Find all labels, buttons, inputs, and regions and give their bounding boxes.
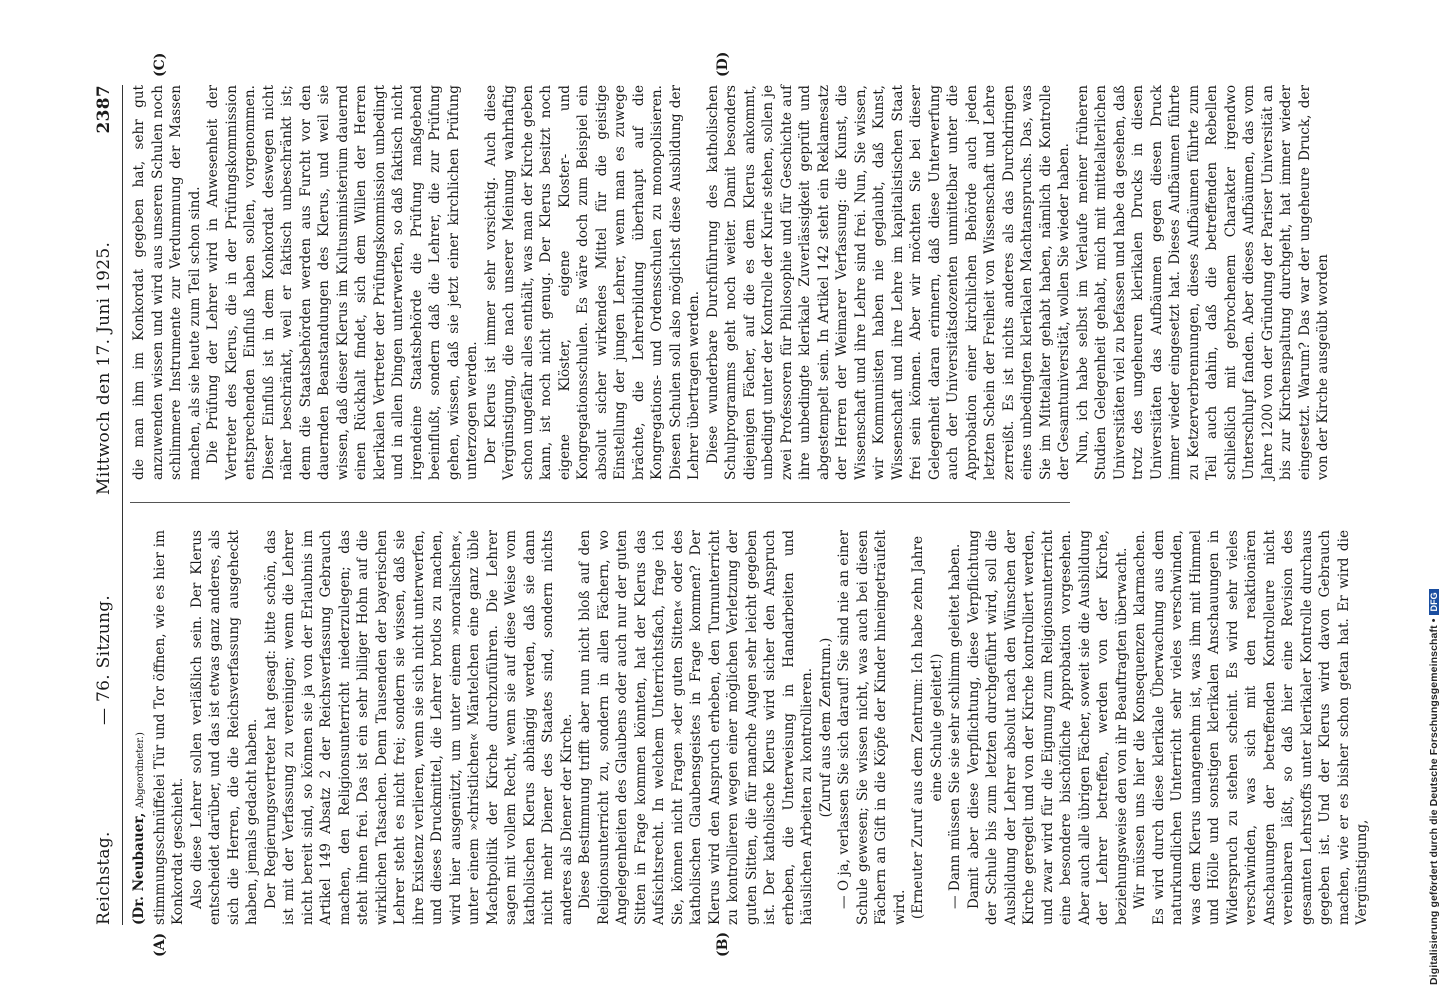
paragraph: Wir müssen uns hier die Konsequenzen klarmachen. Es wird durch diese klerikale Überwachung aus dem naturkundlichen Unterricht sehr vieles verschwinden, was dem Klerus unangenehm ist, was ihm mit Himmel und Hölle und sonstigen klerikalen Anschauungen in Widerspruch zu stehen scheint. Es wird sehr vieles verschwinden, was sich mit den reaktionären Anschauungen der betreffenden Kontrolleure nicht vereinbaren läßt, so daß hier eine Revision des gesamten Lehrstoffs unter klerikaler Kontrolle durchaus gegeben ist. Und der Klerus wird davon Gebrauch machen, wie er es bisher schon getan hat. Er wird die Vergünstigung, <box>1132 530 1370 925</box>
paragraph: Diese wunderbare Durchführung des katholischen Schulprogramms geht noch weiter. Damit besonders diejenigen Fächer, auf die es dem Klerus ankommt, unbedingt unter der Kontrolle der Kurie stehen, sollen je zwei Professoren für Philosophie und für Geschichte auf ihre unbedingte klerikale Zuverlässigkeit geprüft und abgestempelt sein. In Artikel 142 steht ein Reklamesatz der Herren der Weimarer Verfassung: die Kunst, die Wissenschaft und ihre Lehre sind frei. Nun, Sie wissen, wir Kommunisten haben nie geglaubt, daß Kunst, Wissenschaft und ihre Lehre im kapitalistischen Staat frei sein können. Aber wir möchten Sie bei dieser Gelegenheit daran erinnern, daß diese Unterwerfung auch der Universitätsdozenten unmittelbar unter die Approbation einer kirchlichen Behörde auch jeden letzten Schein der Freiheit von Wissenschaft und Lehre zerreißt. Es ist nichts anderes als das Durchdringen eines unbedingten klerikalen Machtanspruchs. Das, was Sie im Mittelalter gehabt haben, nämlich die Kontrolle der Gesamtuniversität, wollen Sie wieder haben. <box>704 85 1072 480</box>
margin-marker-b: (B) <box>715 931 731 957</box>
speaker-role: Abgeordneter.) <box>135 732 146 809</box>
rotated-page <box>90 51 1370 957</box>
speaker-line <box>130 530 151 925</box>
header-session <box>94 595 114 725</box>
paragraph: Der Klerus ist immer sehr vorsichtig. Auch diese Vergünstigung, die nach unserer Meinung wahrhaftig schon ungefähr alles enthält, was man der Kirche geben kann, ist noch nicht genug. Der Klerus besitzt noch eigene Klöster, eigene Kloster- und Kongregationsschulen. Es wäre doch zum Beispiel ein absolut sicher wirkendes Mittel für die geistige Einstellung der jungen Lehrer, wenn man es zuwege brächte, die Lehrerbildung überhaupt auf die Kongregations- und Ordensschulen zu monopolisieren. Diesen Schulen soll also möglichst diese Ausbildung der Lehrer übertragen werden. <box>482 85 702 480</box>
header-reichstag: Reichstag. <box>94 831 114 925</box>
credit-text: Digitalisierung gefördert durch die Deutsche Forschungsgemeinschaft • <box>1428 618 1440 985</box>
header-rule <box>122 85 123 925</box>
margin-marker-d: (D) <box>715 51 731 77</box>
header-session-number: 76. Sitzung. <box>94 594 114 702</box>
page-body <box>90 51 1370 957</box>
left-column <box>130 530 1372 925</box>
speaker-name: (Dr. Neubauer, <box>131 812 147 925</box>
interjection: (Erneuter Zuruf aus dem Zentrum: Ich habe zehn Jahre eine Schule geleitet!) <box>910 535 945 920</box>
margin-marker-c: (C) <box>152 52 168 77</box>
paragraph: Der Regierungsvertreter hat gesagt: bitte schön, das ist mit der Verfassung zu vereinigen; wenn die Lehrer nicht bereit sind, so können sie ja von der Erlaubnis im Artikel 149 Absatz 2 der Reichsverfassung Gebrauch machen, den Religionsunterricht niederzulegen; das steht ihnen frei. Das ist ein sehr billiger Hohn auf die wirklichen Tatsachen. Denn Tausenden der bayerischen Lehrer steht es nicht frei; sondern sie wissen, daß sie ihre Existenz verlieren, wenn sie sich nicht unterwerfen, und dieses Druckmittel, die Lehrer brotlos zu machen, wird hier ausgenützt, um unter einem »moralischen«, unter einem »christlichen« Mäntelchen eine ganz üble Machtpolitik der Kirche durchzuführen. Die Lehrer sagen mit vollem Recht, wenn sie auf diese Weise vom katholischen Klerus abhängig werden, daß sie dann nicht mehr Diener des Staates sind, sondern nichts anderes als Diener der Kirche. <box>262 530 575 925</box>
right-column <box>130 85 1333 480</box>
paragraph: Die Prüfung der Lehrer wird in Anwesenheit der Vertreter des Klerus, die in der Prüfungskommission entsprechenden Einfluß haben sollen, vorgenommen. Dieser Einfluß ist in dem Konkordat deswegen nicht näher beschränkt, weil er faktisch unbeschränkt ist; denn die Staatsbehörden werden aus Furcht vor den dauernden Beanstandungen des Klerus, und weil sie wissen, daß dieser Klerus im Kultusministerium dauernd einen Rückhalt findet, sich dem Willen der Herren klerikalen Vertreter der Prüfungskommission unbedingt und in allen Dingen unterwerfen, so daß faktisch nicht irgendeine Staatsbehörde die Prüfung maßgebend beeinflußt, sondern daß die Lehrer, die zur Prüfung gehen, wissen, daß sie jetzt einer kirchlichen Prüfung unterzogen werden. <box>205 85 480 480</box>
paragraph: Also diese Lehrer sollen verläßlich sein. Der Klerus entscheidet darüber, und das ist etwas ganz anderes, als sich die Herren, die die Reichsverfassung ausgeheckt haben, jemals gedacht haben. <box>188 530 260 925</box>
header-date: Mittwoch den 17. Juni 1925. <box>94 241 114 495</box>
paragraph: Damit aber diese Verpflichtung, diese Verpflichtung der Schule bis zum letzten durchgeführt wird, soll die Ausbildung der Lehrer absolut nach den Wünschen der Kirche geregelt und von der Kirche kontrolliert werden, und zwar wird für die Eignung zum Religionsunterricht eine besondere bischöfliche Approbation vorgesehen. Aber auch alle übrigen Fächer, soweit sie die Ausbildung der Lehrer betreffen, werden von der Kirche, beziehungsweise den von ihr Beauftragten überwacht. <box>965 530 1130 925</box>
header-dash: — <box>94 707 114 725</box>
paragraph: — O ja, verlassen Sie sich darauf! Sie sind nie an einer Schule gewesen; Sie wissen nicht, was auch bei diesen Fächern an Gift in die Köpfe der Kinder hineingeträufelt wird. <box>836 530 908 925</box>
dfg-logo: DFG <box>1429 589 1439 614</box>
paragraph: Diese Bestimmung trifft aber nun nicht bloß auf den Religionsunterricht zu, sondern in allen Fächern, wo Angelegenheiten des Glaubens oder auch nur der guten Sitten in Frage kommen könnten, hat der Klerus das Aufsichtsrecht. In welchem Unterrichtsfach, frage ich Sie, können nicht Fragen »der guten Sitten« oder des katholischen Glaubensgeistes in Frage kommen? Der Klerus wird den Anspruch erheben, den Turnunterricht zu kontrollieren wegen einer möglichen Verletzung der guten Sitten, die für manche Augen sehr leicht gegeben ist. Der katholische Klerus wird sicher den Anspruch erheben, die Unterweisung in Handarbeiten und häuslichen Arbeiten zu kontrollieren. <box>577 530 815 925</box>
digitization-credit <box>1428 589 1440 985</box>
paragraph: stimmungsschnüffelei Tür und Tor öffnen, wie es hier im Konkordat geschieht. <box>151 530 186 925</box>
paragraph: Nun, ich habe selbst im Verlaufe meiner früheren Studien Gelegenheit gehabt, mich mit mittelalterlichen Universitäten viel zu befassen und habe da gesehen, daß trotz des ungeheuren klerikalen Drucks in diesen Universitäten das Aufbäumen gegen diesen Druck immer wieder eingesetzt hat. Dieses Aufbäumen führte zu Ketzerverbrennungen, dieses Aufbäumen führte zum Teil auch dahin, daß die betreffenden Rebellen schließlich mit gebrochenem Charakter irgendwo Unterschlupf fanden. Aber dieses Aufbäumen, das vom Jahre 1200 von der Gründung der Pariser Universität an bis zur Kirchenspaltung durchgeht, hat immer wieder eingesetzt. Warum? Das war der ungeheure Druck, der von der Kirche ausgeübt worden <box>1074 85 1331 480</box>
column-divider <box>130 502 1070 503</box>
interjection: (Zuruf aus dem Zentrum.) <box>817 637 834 818</box>
margin-marker-a: (A) <box>152 932 168 957</box>
paragraph: — Dann müssen Sie sie sehr schlimm geleitet haben. <box>947 543 963 909</box>
paragraph: die man ihm im Konkordat gegeben hat, sehr gut anzuwenden wissen und wird aus unseren Schulen noch schlimmere Instrumente zur Verdummung der Massen machen, als sie heute zum Teil schon sind. <box>131 85 203 480</box>
page-number: 2387 <box>94 85 114 134</box>
page-header <box>90 85 118 925</box>
